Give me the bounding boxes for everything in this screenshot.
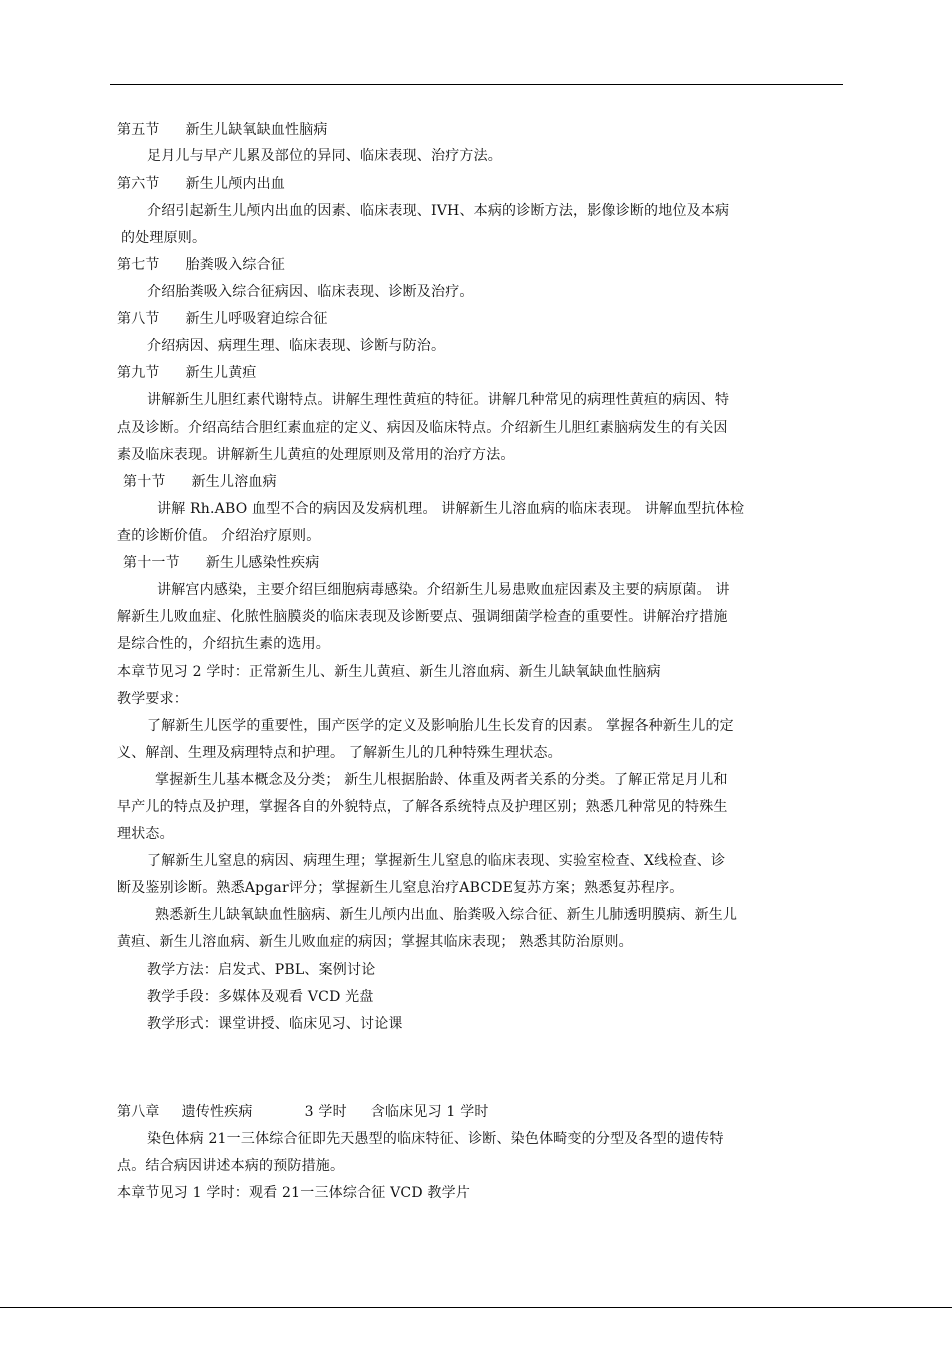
chapter-8-practice: 本章节见习 1 学时：观看 21一三体综合征 VCD 教学片 bbox=[117, 1185, 471, 1201]
requirement-3-line-2: 断及鉴别诊断。熟悉Apgar评分；掌握新生儿窒息治疗ABCDE复苏方案；熟悉复苏程序。 bbox=[117, 880, 684, 896]
section-heading-9: 第九节 新生儿黄疸 bbox=[117, 365, 257, 381]
section-heading-5: 第五节 新生儿缺氧缺血性脑病 bbox=[117, 122, 328, 138]
section-11-line-3: 是综合性的，介绍抗生素的选用。 bbox=[117, 636, 330, 652]
section-heading-10: 第十节 新生儿溶血病 bbox=[123, 474, 277, 490]
section-heading-6: 第六节 新生儿颅内出血 bbox=[117, 176, 286, 192]
section-6-line-2: 的处理原则。 bbox=[121, 230, 207, 246]
section-9-line-3: 素及临床表现。讲解新生儿黄疸的处理原则及常用的治疗方法。 bbox=[117, 447, 515, 463]
section-11-line-1: 讲解宫内感染，主要介绍巨细胞病毒感染。介绍新生儿易患败血症因素及主要的病原菌。 讲 bbox=[157, 582, 730, 598]
teaching-method: 教学方法：启发式、PBL、案例讨论 bbox=[147, 962, 376, 978]
teaching-form: 教学形式：课堂讲授、临床见习、讨论课 bbox=[147, 1016, 403, 1032]
footer-rule bbox=[0, 1307, 952, 1308]
requirements-label: 教学要求： bbox=[117, 691, 188, 707]
section-10-line-1: 讲解 Rh.ABO 血型不合的病因及发病机理。 讲解新生儿溶血病的临床表现。 讲解血型抗体检 bbox=[157, 501, 745, 517]
requirement-1-line-2: 义、解剖、生理及病理特点和护理。 了解新生儿的几种特殊生理状态。 bbox=[117, 745, 562, 761]
requirement-3-line-1: 了解新生儿窒息的病因、病理生理；掌握新生儿窒息的临床表现、实验室检查、X线检查、诊 bbox=[147, 853, 726, 869]
section-11-line-2: 解新生儿败血症、化脓性脑膜炎的临床表现及诊断要点、强调细菌学检查的重要性。讲解治疗措施 bbox=[117, 609, 728, 625]
requirement-1-line-1: 了解新生儿医学的重要性，围产医学的定义及影响胎儿生长发育的因素。 掌握各种新生儿的定 bbox=[147, 718, 734, 734]
requirement-2-line-1: 掌握新生儿基本概念及分类； 新生儿根据胎龄、体重及两者关系的分类。了解正常足月儿和 bbox=[155, 772, 728, 788]
section-9-line-1: 讲解新生儿胆红素代谢特点。讲解生理性黄疸的特征。讲解几种常见的病理性黄疸的病因、特 bbox=[147, 392, 730, 408]
section-5-text: 足月儿与早产儿累及部位的异同、临床表现、治疗方法。 bbox=[147, 148, 502, 164]
section-9-line-2: 点及诊断。介绍高结合胆红素血症的定义、病因及临床特点。介绍新生儿胆红素脑病发生的有关因 bbox=[117, 420, 728, 436]
section-7-text: 介绍胎粪吸入综合征病因、临床表现、诊断及治疗。 bbox=[147, 284, 474, 300]
requirement-2-line-3: 理状态。 bbox=[117, 826, 174, 842]
section-8-text: 介绍病因、病理生理、临床表现、诊断与防治。 bbox=[147, 338, 446, 354]
section-6-line-1: 介绍引起新生儿颅内出血的因素、临床表现、IVH、本病的诊断方法，影像诊断的地位及本病 bbox=[147, 203, 730, 219]
section-10-line-2: 查的诊断价值。 介绍治疗原则。 bbox=[117, 528, 321, 544]
requirement-2-line-2: 早产儿的特点及护理，掌握各自的外貌特点，了解各系统特点及护理区别；熟悉几种常见的特殊生 bbox=[117, 799, 728, 815]
header-rule bbox=[110, 84, 843, 85]
chapter-practice: 本章节见习 2 学时：正常新生儿、新生儿黄疸、新生儿溶血病、新生儿缺氧缺血性脑病 bbox=[117, 664, 661, 680]
teaching-means: 教学手段：多媒体及观看 VCD 光盘 bbox=[147, 989, 374, 1005]
requirement-4-line-2: 黄疸、新生儿溶血病、新生儿败血症的病因；掌握其临床表现； 熟悉其防治原则。 bbox=[117, 934, 633, 950]
chapter-8-line-1: 染色体病 21一三体综合征即先天愚型的临床特征、诊断、染色体畸变的分型及各型的遗传特 bbox=[147, 1131, 724, 1147]
section-heading-8: 第八节 新生儿呼吸窘迫综合征 bbox=[117, 311, 328, 327]
requirement-4-line-1: 熟悉新生儿缺氧缺血性脑病、新生儿颅内出血、胎粪吸入综合征、新生儿肺透明膜病、新生儿 bbox=[155, 907, 738, 923]
chapter-8-line-2: 点。结合病因讲述本病的预防措施。 bbox=[117, 1158, 345, 1174]
chapter-8-heading: 第八章 遗传性疾病 3 学时 含临床见习 1 学时 bbox=[117, 1104, 489, 1120]
section-heading-11: 第十一节 新生儿感染性疾病 bbox=[123, 555, 320, 571]
section-heading-7: 第七节 胎粪吸入综合征 bbox=[117, 257, 286, 273]
